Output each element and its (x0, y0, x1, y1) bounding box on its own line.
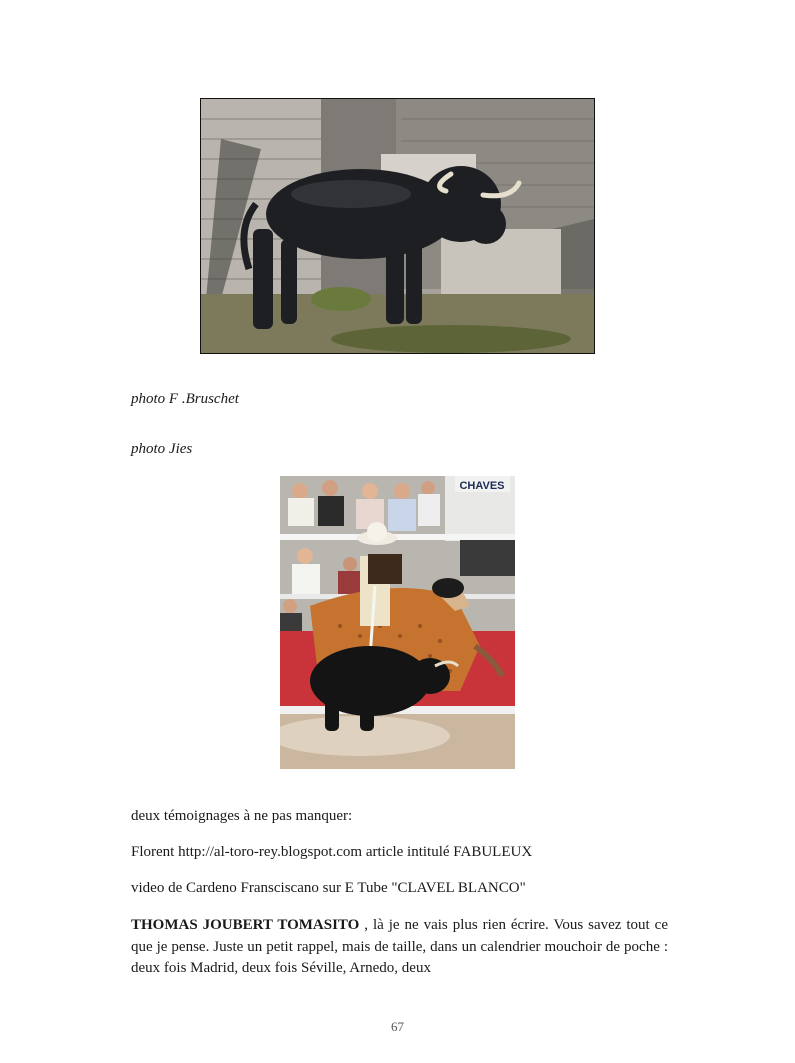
chaves-sign: CHAVES (459, 480, 505, 492)
body-line-video: video de Cardeno Fransciscano sur E Tube "CLAVEL BLANCO" (131, 880, 526, 896)
photo1-credit: photo F .Bruschet (131, 391, 239, 407)
bullfight-photo (280, 476, 515, 769)
paragraph-bold-name: THOMAS JOUBERT TOMASITO (131, 917, 360, 933)
photo2-credit: photo Jies (131, 441, 193, 457)
page-number: 67 (391, 1019, 404, 1034)
body-paragraph (131, 915, 668, 980)
body-line-florent-link: Florent http://al-toro-rey.blogspot.com article intitulé FABULEUX (131, 844, 533, 860)
paragraph-text: , là je ne vais plus rien écrire. Vous savez tout ce que je pense. Juste un petit rappel, mais de taille, dans un calendrier mouchoir de poche : deux fois Madrid, deux fois Séville, Arnedo, deux (131, 917, 668, 976)
body-line-testimonials: deux témoignages à ne pas manquer: (131, 808, 353, 824)
bull-photo-illustration (201, 99, 594, 353)
bullfight-photo-illustration (280, 476, 515, 769)
bull-photo (200, 98, 595, 354)
